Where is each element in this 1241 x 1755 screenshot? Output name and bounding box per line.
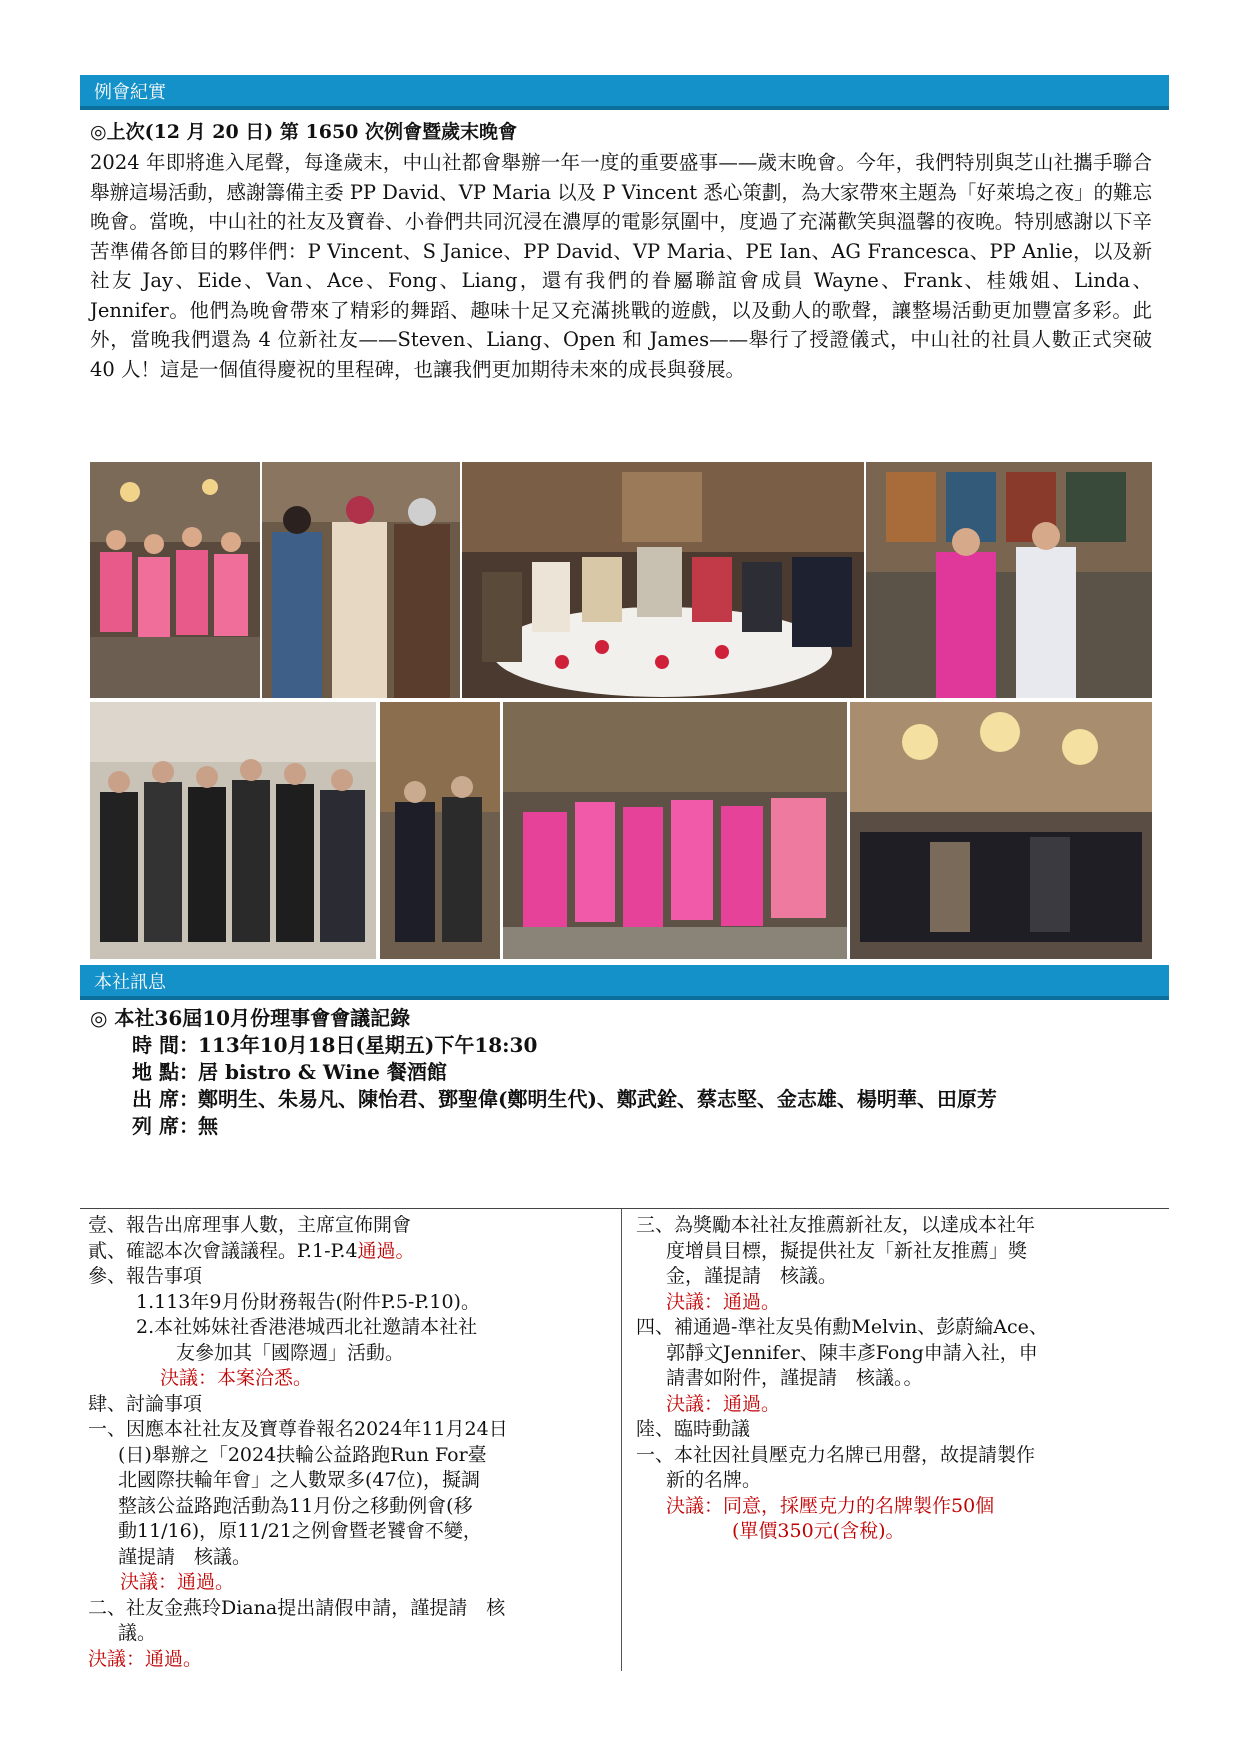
item-line: 2.本社姊妹社香港港城西北社邀請本社社 bbox=[136, 1316, 478, 1338]
item-line: 北國際扶輪年會」之人數眾多(47位)，擬調 bbox=[118, 1469, 481, 1491]
item-line: 壹、報告出席理事人數，主席宣佈開會 bbox=[88, 1214, 412, 1236]
photo-table-group bbox=[462, 462, 864, 698]
observe-label: 列 席： bbox=[132, 1114, 199, 1138]
item-line: 整該公益路跑活動為11月份之移動例會(移 bbox=[118, 1494, 473, 1517]
item-line: 三、為獎勵本社社友推薦新社友，以達成本社年 bbox=[636, 1214, 1036, 1236]
article-body: 2024 年即將進入尾聲，每逢歲末，中山社都會舉辦一年一度的重要盛事——歲末晚會。今年，我們特別與芝山社攜手聯合舉辦這場活動，感謝籌備主委 PP David、VP Maria 以及 P Vincent 悉心策劃，為大家帶來主題為「好萊塢之夜」的難忘晚會。當晚，中山社的社友及寶眷、小眷們共同沉浸在濃厚的電影氛圍中，度過了充滿歡笑與溫馨的夜晚。特別感謝以下辛苦準備各節目的夥伴們：P Vincent、S Janice、PP David、VP Maria、PE Ian、AG Francesca、PP Anlie，以及新社友 Jay、Eide、Van、Ace、Fong、Liang，還有我們的眷屬聯誼會成員 Wayne、Frank、桂娥姐、Linda、Jennifer。他們為晚會帶來了精彩的舞蹈、趣味十足又充滿挑戰的遊戲，以及動人的歌聲，讓整場活動更加豐富多彩。此外，當晚我們還為 4 位新社友——Steven、Liang、Open 和 James——舉行了授證儀式，中山社的社員人數正式突破 40 人！這是一個值得慶祝的里程碑，也讓我們更加期待未來的成長與發展。 bbox=[90, 151, 1152, 381]
item-line: 金，謹提請 核議。 bbox=[666, 1265, 838, 1287]
minutes-header bbox=[90, 1005, 1170, 1140]
section-header-meeting-record bbox=[80, 75, 1169, 110]
item-line: 謹提請 核議。 bbox=[118, 1545, 252, 1568]
photo-men-capes bbox=[90, 702, 376, 959]
item-line: 請書如附件，謹提請 核議。。 bbox=[666, 1367, 923, 1389]
time-value: 113年10月18日(星期五)下午18:30 bbox=[198, 1033, 538, 1057]
place-label: 地 點： bbox=[132, 1060, 199, 1084]
resolution-text: 決議：通過。 bbox=[666, 1392, 781, 1415]
resolution-text: 決議：通過。 bbox=[666, 1290, 781, 1313]
item-line: 四、補通過-準社友吳侑勳Melvin、彭蔚綸Ace、 bbox=[636, 1316, 1048, 1338]
photo-pink-ladies bbox=[503, 702, 847, 959]
minutes-title: ◎ 本社36屆10月份理事會會議記錄 bbox=[90, 1006, 411, 1030]
photo-big-group bbox=[850, 702, 1152, 959]
attend-value: 鄭明生、朱易凡、陳怡君、鄧聖偉(鄭明生代)、鄭武銓、蔡志堅、金志雄、楊明華、田原芳 bbox=[198, 1087, 997, 1111]
resolution-text: 決議：本案洽悉。 bbox=[160, 1367, 313, 1389]
photo-couple-dance bbox=[380, 702, 500, 959]
section-header-label: 本社訊息 bbox=[94, 972, 166, 993]
item-line: 一、本社因社員壓克力名牌已用罄，故提請製作 bbox=[636, 1443, 1036, 1466]
item-line: 1.113年9月份財務報告(附件P.5-P.10)。 bbox=[136, 1290, 480, 1313]
minutes-right-column bbox=[636, 1213, 1163, 1545]
item-line: 新的名牌。 bbox=[666, 1469, 762, 1491]
item-line: 動11/16)，原11/21之例會暨老饕會不變， bbox=[118, 1520, 482, 1542]
photo-ladies bbox=[262, 462, 460, 698]
attend-label: 出 席： bbox=[132, 1087, 199, 1111]
item-line: 陸、臨時動議 bbox=[636, 1418, 751, 1440]
section-header-club-news bbox=[80, 965, 1169, 1000]
article-title: ◎上次(12 月 20 日) 第 1650 次例會暨歲末晚會 bbox=[90, 121, 518, 143]
photo-pink-group bbox=[90, 462, 260, 698]
item-line: 一、因應本社社友及寶尊眷報名2024年11月24日 bbox=[88, 1418, 508, 1440]
item-line: 友參加其「國際週」活動。 bbox=[176, 1341, 405, 1364]
resolution-text: 決議：同意，採壓克力的名牌製作50個 bbox=[666, 1494, 995, 1517]
resolution-text: 決議：通過。 bbox=[120, 1571, 235, 1593]
observe-value: 無 bbox=[198, 1114, 218, 1138]
column-divider bbox=[621, 1209, 622, 1671]
minutes-attend-row bbox=[90, 1086, 1170, 1113]
place-value: 居 bistro & Wine 餐酒館 bbox=[198, 1060, 447, 1084]
item-line bbox=[88, 1239, 613, 1265]
resolution-text: 決議：通過。 bbox=[88, 1647, 203, 1670]
photo-couple-posters bbox=[866, 462, 1152, 698]
item-text: 貳、確認本次會議議程。P.1-P.4 bbox=[88, 1239, 358, 1262]
time-label: 時 間： bbox=[132, 1033, 199, 1057]
minutes-place-row bbox=[90, 1059, 1170, 1086]
item-line: 郭靜文Jennifer、陳丰彥Fong申請入社，申 bbox=[666, 1341, 1038, 1364]
item-line: 肆、討論事項 bbox=[88, 1392, 203, 1415]
resolution-text: (單價350元(含稅)。 bbox=[732, 1520, 905, 1542]
item-line: 議。 bbox=[118, 1622, 157, 1644]
section-header-label: 例會紀實 bbox=[94, 82, 166, 103]
item-line: 度增員目標，擬提供社友「新社友推薦」獎 bbox=[666, 1239, 1028, 1262]
item-line: (日)舉辦之「2024扶輪公益路跑Run For臺 bbox=[118, 1443, 487, 1466]
resolution-text: 通過。 bbox=[357, 1239, 415, 1262]
photo-collage bbox=[90, 462, 1152, 959]
minutes-observe-row bbox=[90, 1113, 1170, 1140]
minutes-columns bbox=[80, 1208, 1169, 1670]
minutes-time-row bbox=[90, 1032, 1170, 1059]
item-line: 二、社友金燕玲Diana提出請假申請，謹提請 核 bbox=[88, 1596, 506, 1619]
item-line: 參、報告事項 bbox=[88, 1265, 203, 1287]
minutes-left-column bbox=[88, 1213, 613, 1672]
